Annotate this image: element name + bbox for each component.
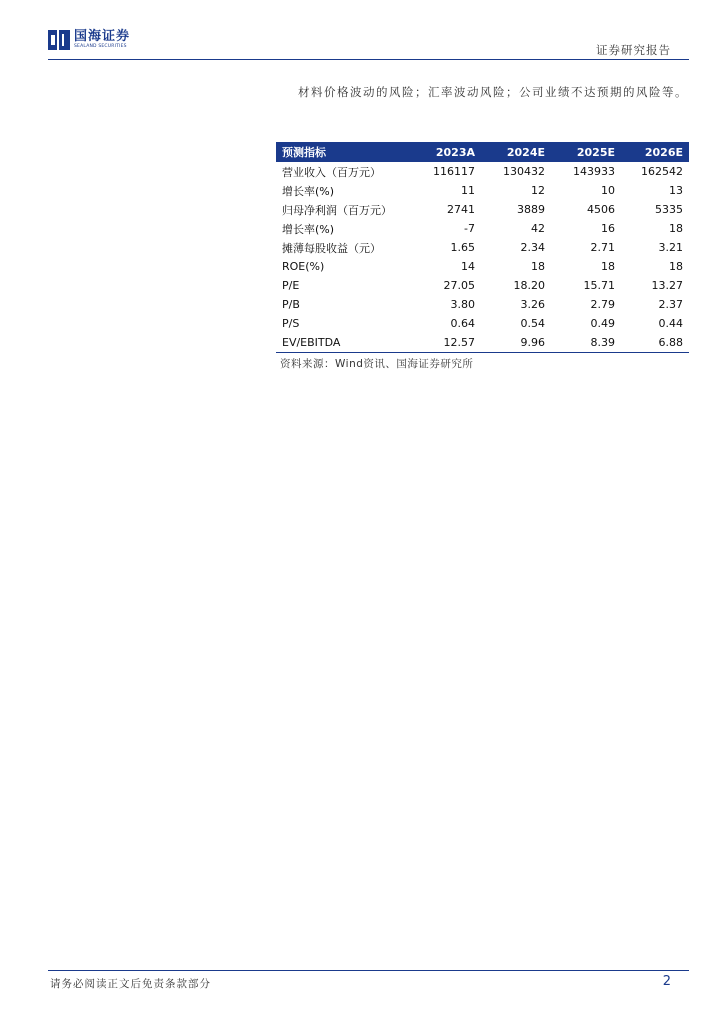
table-row	[276, 162, 689, 181]
table-row	[276, 238, 689, 257]
row-label: 归母净利润（百万元）	[282, 203, 392, 217]
footer-disclaimer: 请务必阅读正文后免责条款部分	[50, 978, 211, 990]
table-row	[276, 333, 689, 353]
header-2024e: 2024E	[506, 145, 545, 159]
table-cell: 18	[531, 260, 545, 273]
table-cell: 8.39	[551, 333, 621, 353]
table-cell: 27.05	[443, 279, 475, 292]
row-label: P/B	[282, 298, 300, 311]
table-cell: 9.96	[481, 333, 551, 353]
table-row	[276, 200, 689, 219]
row-label: ROE(%)	[282, 260, 325, 273]
row-label: 增长率(%)	[282, 222, 335, 236]
table-cell: 5335	[655, 203, 683, 216]
table-cell: 2.34	[520, 241, 545, 254]
table-cell: 2741	[447, 203, 475, 216]
table-cell: 143933	[573, 165, 615, 178]
table-cell: 3.21	[658, 241, 683, 254]
table-cell: 162542	[641, 165, 683, 178]
table-row	[276, 276, 689, 295]
table-cell: -7	[464, 222, 475, 235]
table-cell: 16	[601, 222, 615, 235]
table-cell: 130432	[503, 165, 545, 178]
table-header-row	[276, 142, 689, 162]
table-cell: 116117	[433, 165, 475, 178]
risk-text: 材料价格波动的风险；汇率波动风险；公司业绩不达预期的风险等。	[298, 85, 688, 99]
company-logo	[48, 30, 130, 50]
table-row	[276, 219, 689, 238]
table-cell: 10	[601, 184, 615, 197]
source-note: 资料来源：Wind资讯、国海证券研究所	[280, 358, 474, 370]
table-cell: 3.26	[520, 298, 545, 311]
page-number: 2	[662, 974, 671, 989]
table-cell: 0.64	[450, 317, 475, 330]
forecast-table	[276, 142, 689, 353]
document-type-label: 证券研究报告	[596, 43, 671, 57]
table-cell: 4506	[587, 203, 615, 216]
table-cell: 0.54	[520, 317, 545, 330]
row-label: 增长率(%)	[282, 184, 335, 198]
header-2025e: 2025E	[576, 145, 615, 159]
header-indicator: 预测指标	[282, 146, 326, 159]
row-label: 摊薄每股收益（元）	[282, 241, 381, 255]
table-cell: 0.49	[590, 317, 615, 330]
footer-divider	[48, 970, 689, 971]
table-row	[276, 257, 689, 276]
table-cell: 12	[531, 184, 545, 197]
table-cell: 0.44	[658, 317, 683, 330]
table-cell: 42	[531, 222, 545, 235]
logo-name-en: SEALAND SECURITIES	[74, 44, 127, 49]
table-cell: 15.71	[583, 279, 615, 292]
table-cell: 18	[601, 260, 615, 273]
row-label: 营业收入（百万元）	[282, 165, 381, 179]
table-cell: 12.57	[413, 333, 481, 353]
logo-mark-icon	[48, 30, 70, 50]
table-cell: 2.79	[590, 298, 615, 311]
row-label: EV/EBITDA	[276, 333, 413, 353]
header-divider	[48, 59, 689, 60]
table-cell: 13.27	[651, 279, 683, 292]
header-2023a: 2023A	[435, 145, 475, 159]
table-cell: 18	[669, 222, 683, 235]
row-label: P/E	[282, 279, 300, 292]
table-cell: 11	[461, 184, 475, 197]
table-row	[276, 295, 689, 314]
table-cell: 18	[669, 260, 683, 273]
header-2026e: 2026E	[644, 145, 683, 159]
logo-name-cn: 国海证券	[74, 29, 131, 44]
table-cell: 2.71	[590, 241, 615, 254]
table-cell: 2.37	[658, 298, 683, 311]
table-cell: 18.20	[513, 279, 545, 292]
table-row	[276, 181, 689, 200]
table-cell: 1.65	[450, 241, 475, 254]
table-cell: 14	[461, 260, 475, 273]
table-cell: 3.80	[450, 298, 475, 311]
table-row	[276, 314, 689, 333]
row-label: P/S	[282, 317, 300, 330]
table-cell: 6.88	[621, 333, 689, 353]
table-cell: 13	[669, 184, 683, 197]
table-cell: 3889	[517, 203, 545, 216]
